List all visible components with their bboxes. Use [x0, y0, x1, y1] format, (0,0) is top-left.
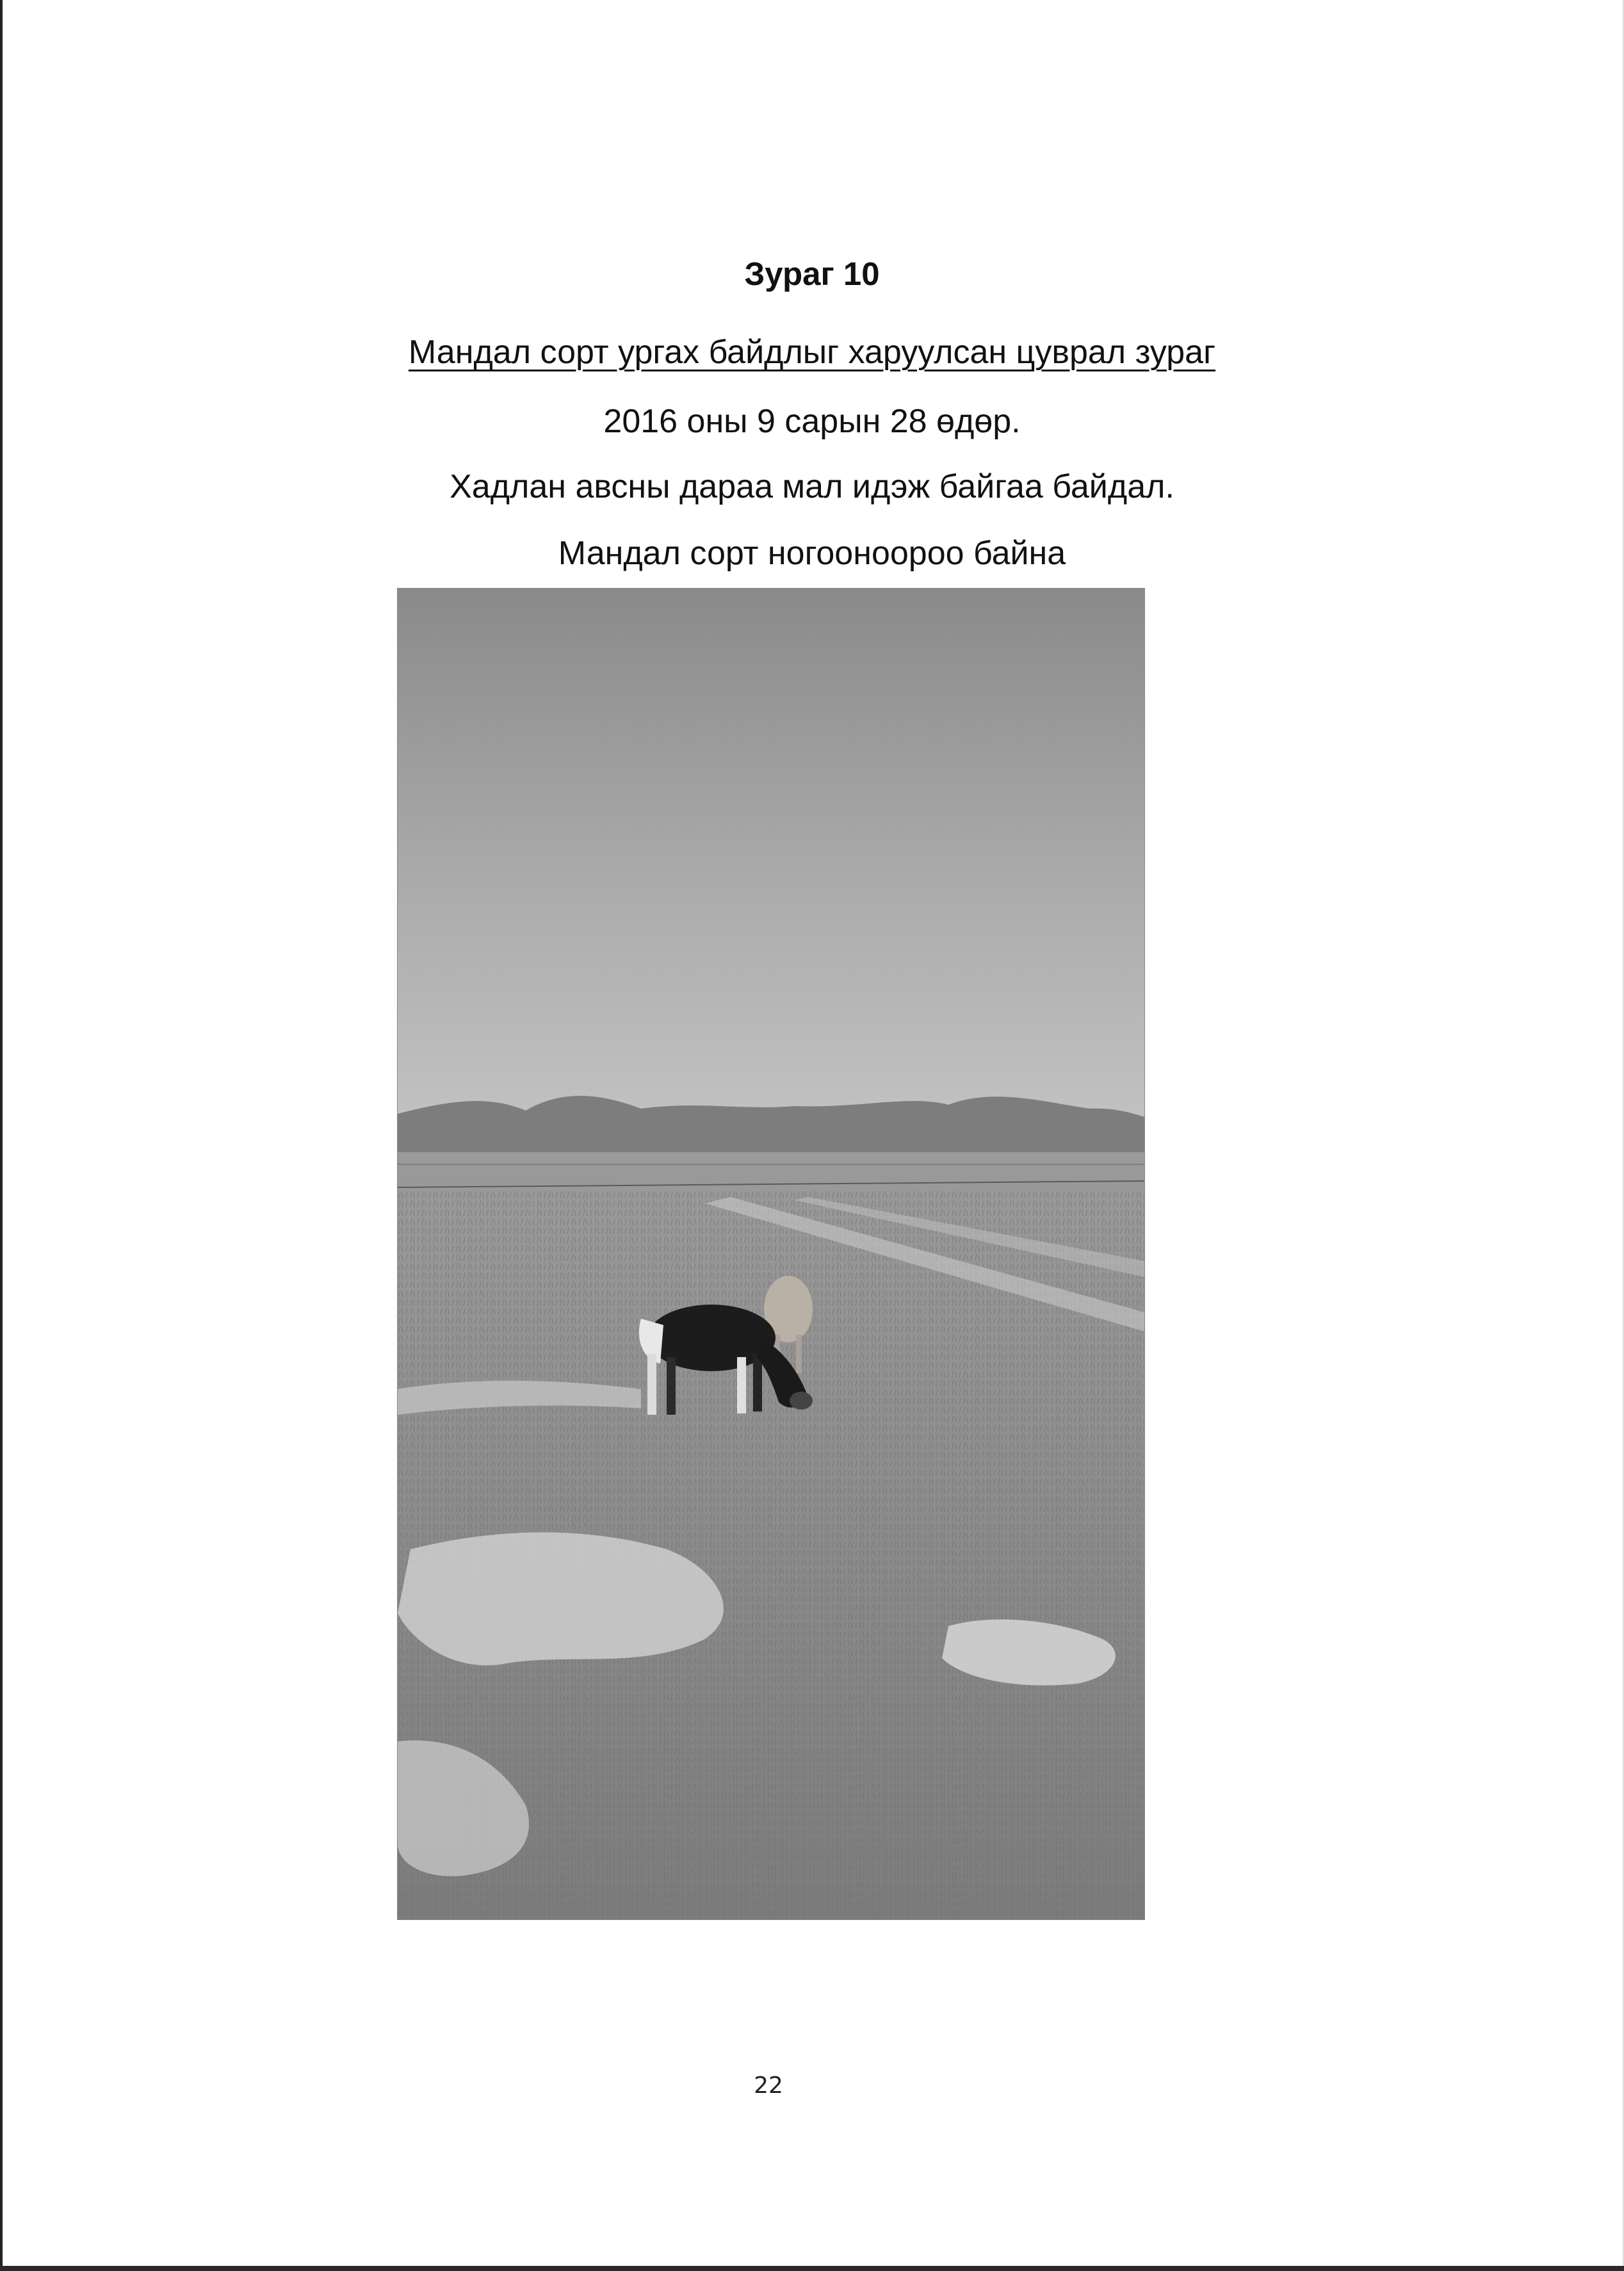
field-photo — [397, 588, 1145, 1920]
figure-description: Хадлан авсны дараа мал идэж байгаа байдал. — [450, 468, 1174, 505]
page-number: 22 — [754, 2072, 783, 2099]
scan-edge-bottom — [0, 2266, 1624, 2271]
figure-number: Зураг 10 — [744, 256, 880, 292]
figure-note: Мандал сорт ногооноороо байна — [558, 535, 1066, 572]
figure-date: 2016 оны 9 сарын 28 өдөр. — [603, 403, 1021, 440]
figure-title: Мандал сорт ургах байдлыг харуулсан цуврал зураг — [408, 334, 1216, 371]
